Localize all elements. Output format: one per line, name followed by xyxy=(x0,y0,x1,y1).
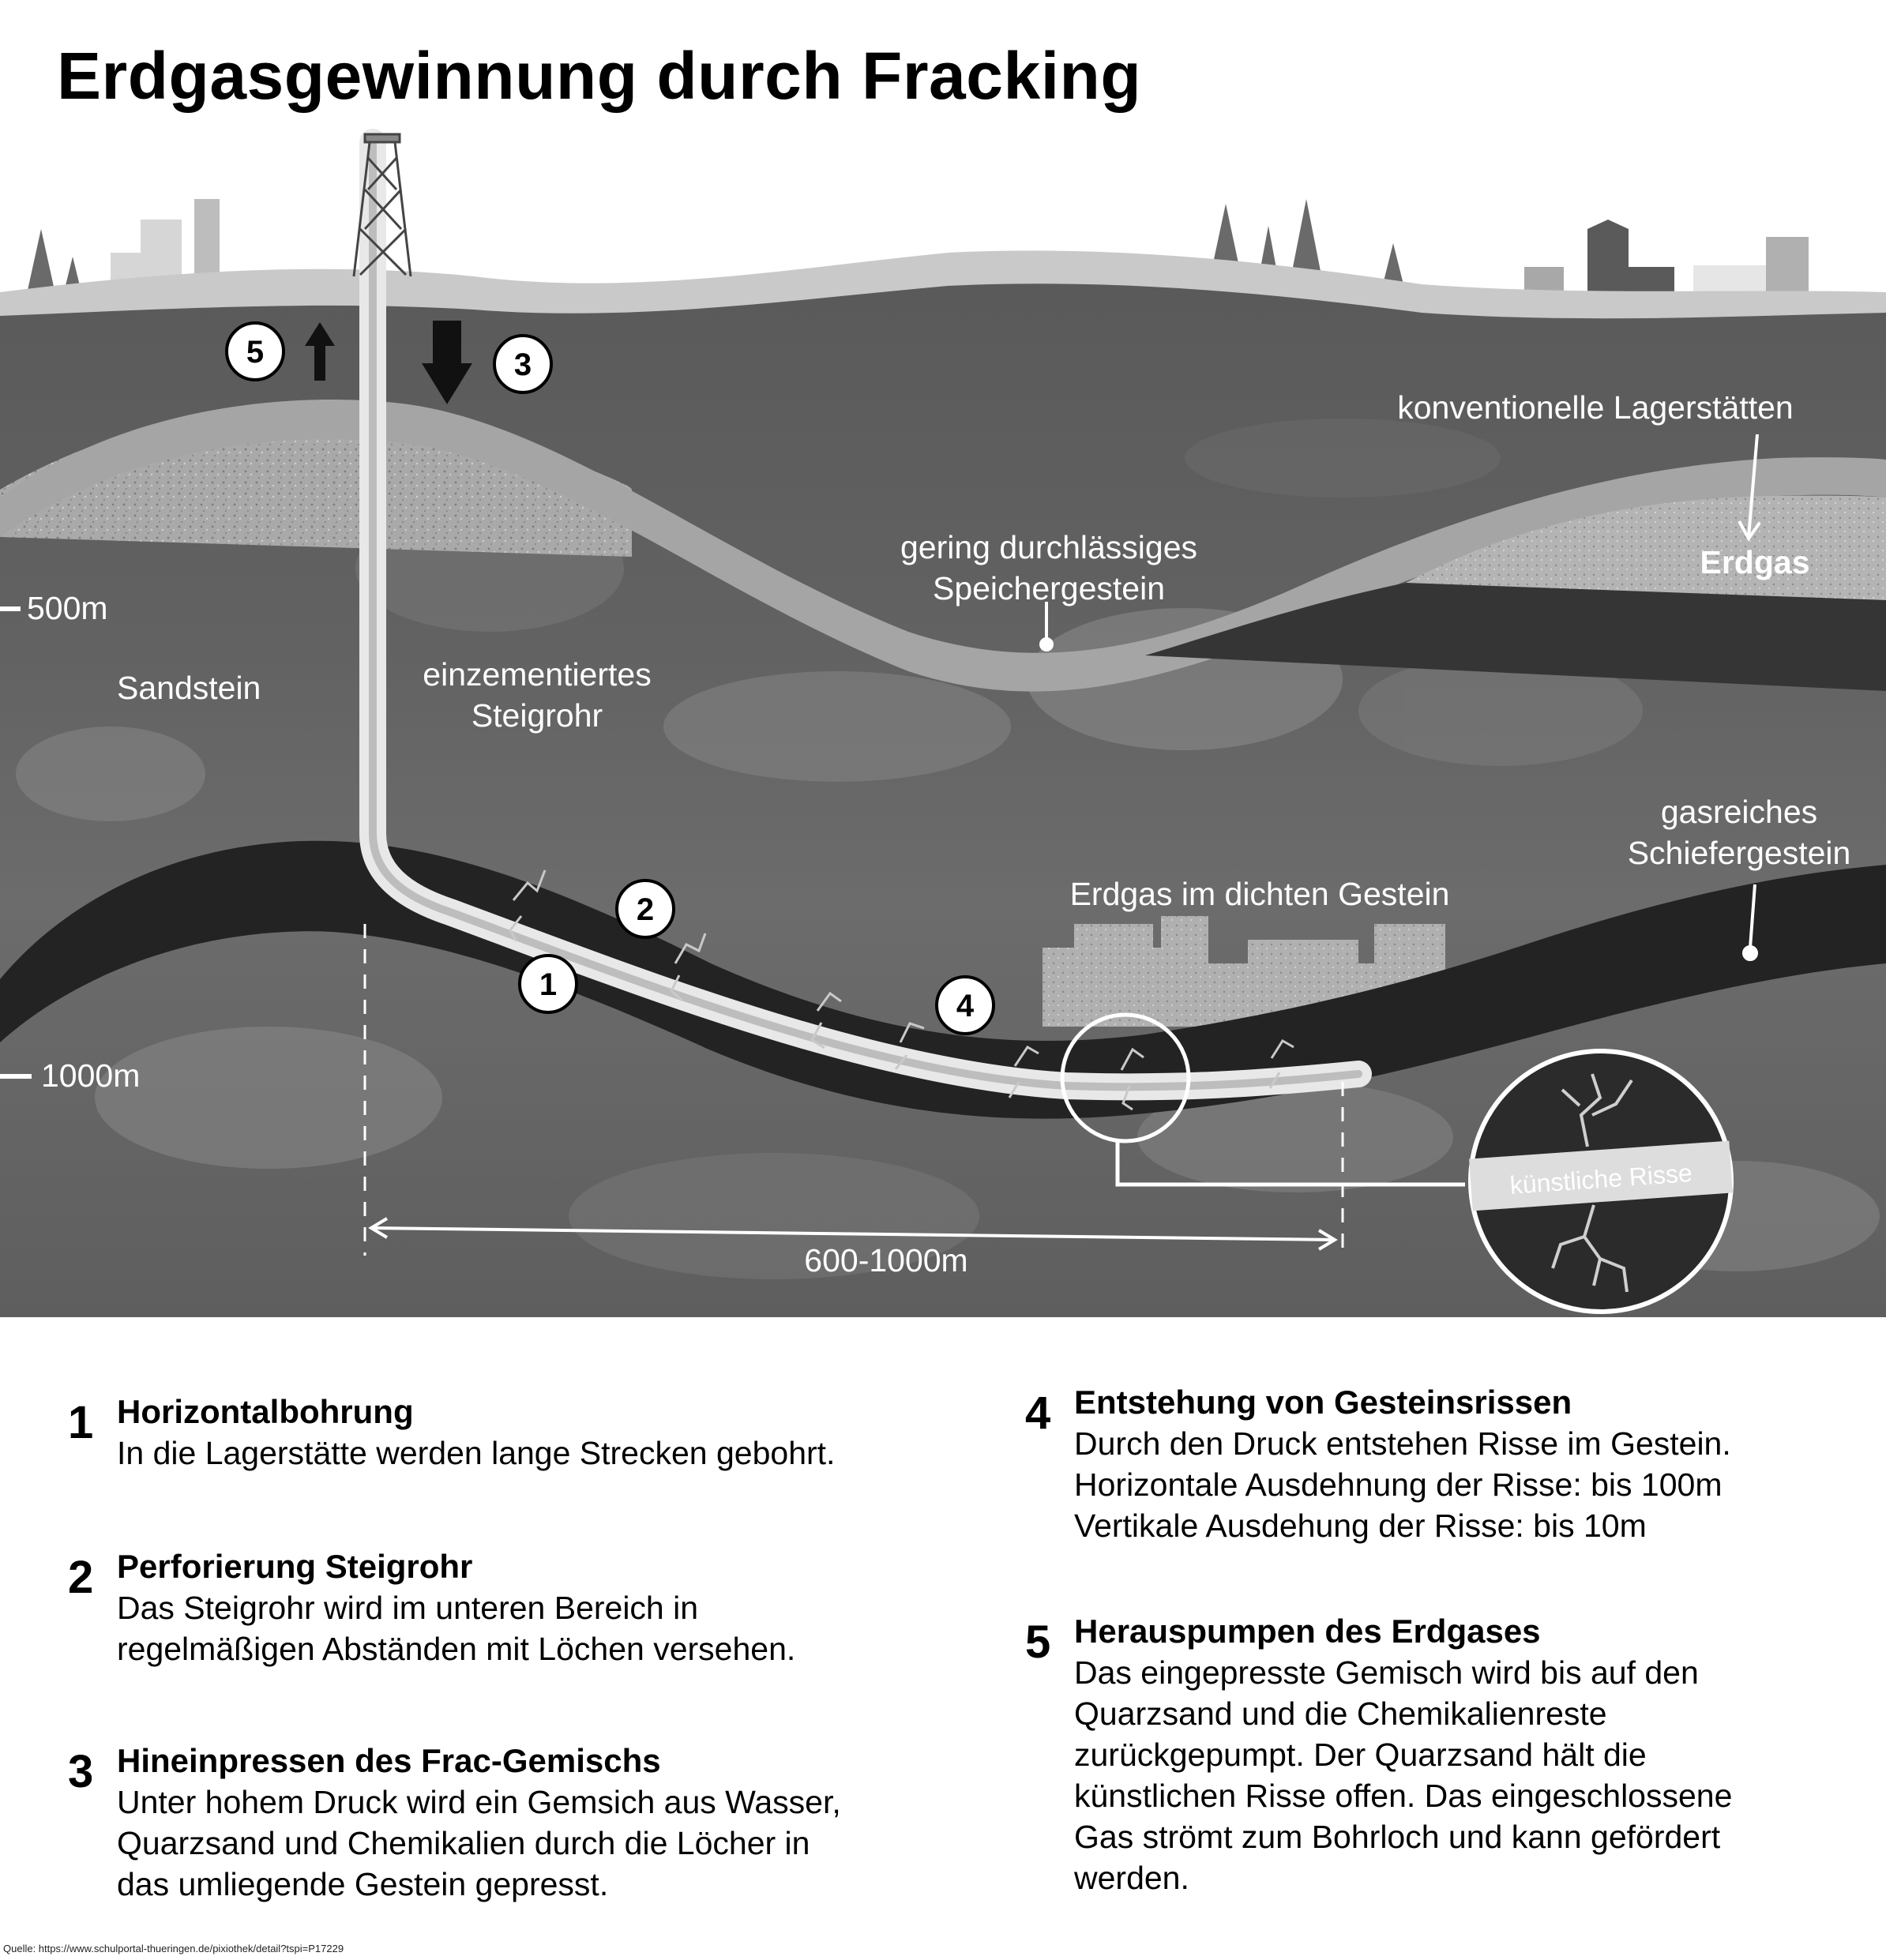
marker-5-label: 5 xyxy=(246,335,265,370)
distance-label: 600-1000m xyxy=(804,1242,968,1279)
dichtes-gestein-label: Erdgas im dichten Gestein xyxy=(1069,876,1450,912)
risse-label: künstliche Risse xyxy=(1508,1158,1693,1200)
marker-5 xyxy=(227,323,284,380)
step-number: 5 xyxy=(1025,1616,1051,1668)
gasreich-label-1: gasreiches xyxy=(1660,794,1818,830)
step-number: 3 xyxy=(68,1746,94,1797)
step-number: 2 xyxy=(68,1552,94,1603)
marker-2 xyxy=(617,880,674,937)
marker-3-label: 3 xyxy=(513,347,532,382)
marker-1-label: 1 xyxy=(539,967,558,1002)
step-text: Durch den Druck entstehen Risse im Gestein. Horizontale Ausdehnung der Risse: bis 100m Vertikale Ausdehung der Risse: bis 10m xyxy=(1074,1425,1731,1544)
steigrohr-label-1: einzementiertes xyxy=(423,656,652,693)
fracking-cross-section xyxy=(0,126,1886,1317)
depth-500-label: 500m xyxy=(27,590,108,626)
step-text: Das eingepresste Gemisch wird bis auf den Quarzsand und die Chemikalienreste zurückgepumpt. Der Quarzsand hält die künstlichen Risse offen. Das eingeschlossene Gas strömt zum Bohrloch und kann gefördert werden. xyxy=(1074,1654,1733,1896)
marker-4 xyxy=(937,977,994,1034)
step-number: 4 xyxy=(1025,1387,1051,1439)
step-title: Perforierung Steigrohr xyxy=(117,1548,473,1585)
gering-label-1: gering durchlässiges xyxy=(900,529,1198,565)
step-text: Unter hohem Druck wird ein Gemsich aus Wasser, Quarzsand und Chemikalien durch die Löcher in das umliegende Gestein gepresst. xyxy=(117,1784,841,1902)
marker-3 xyxy=(494,336,551,392)
erdgas-label: Erdgas xyxy=(1700,544,1810,580)
step-title: Hineinpressen des Frac-Gemischs xyxy=(117,1742,661,1779)
marker-4-label: 4 xyxy=(956,989,975,1023)
step-number: 1 xyxy=(68,1397,94,1448)
gering-label-2: Speichergestein xyxy=(932,570,1166,606)
depth-1000-label: 1000m xyxy=(41,1057,141,1094)
step-title: Entstehung von Gesteinsrissen xyxy=(1074,1384,1572,1421)
step-title: Herauspumpen des Erdgases xyxy=(1074,1613,1541,1650)
gasreich-label-2: Schiefergestein xyxy=(1627,835,1851,871)
source-credit: Quelle: https://www.schulportal-thueringen.de/pixiothek/detail?tspi=P17229 xyxy=(3,1943,344,1954)
marker-1 xyxy=(520,956,577,1012)
konventionell-label: konventionelle Lagerstätten xyxy=(1397,389,1794,426)
marker-2-label: 2 xyxy=(636,892,655,927)
steigrohr-label-2: Steigrohr xyxy=(471,697,603,734)
page-title: Erdgasgewinnung durch Fracking xyxy=(57,39,1142,113)
step-title: Horizontalbohrung xyxy=(117,1393,414,1430)
step-text: In die Lagerstätte werden lange Strecken gebohrt. xyxy=(117,1435,836,1471)
sandstein-label: Sandstein xyxy=(117,670,261,706)
step-text: Das Steigrohr wird im unteren Bereich in regelmäßigen Abständen mit Löchen versehen. xyxy=(117,1590,796,1667)
